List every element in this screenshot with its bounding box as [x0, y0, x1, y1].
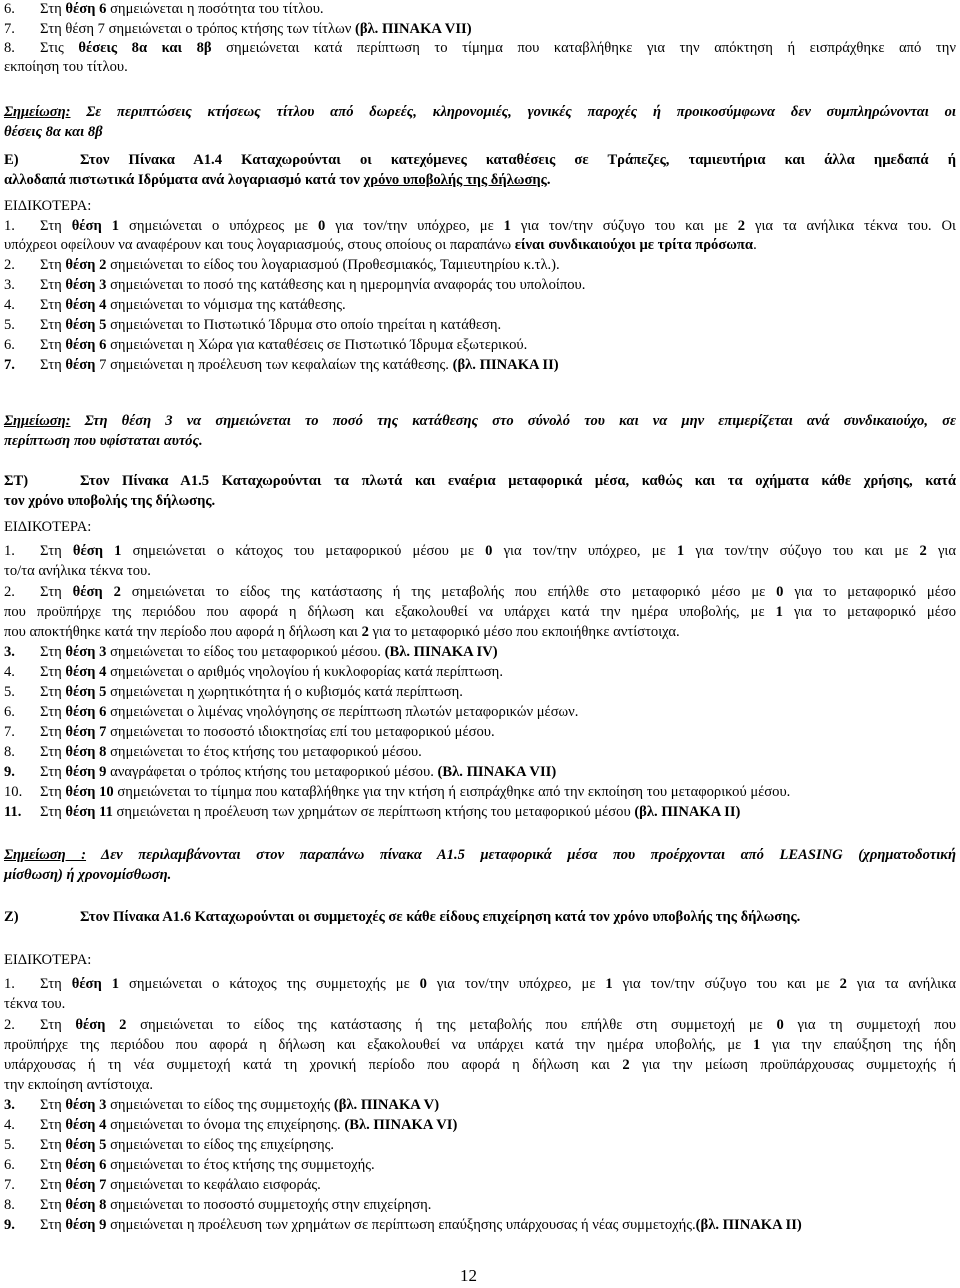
section-e-item-5: 5. Στη θέση 5 σημειώνεται το Πιστωτικό Ίδρυμα στο οποίο τηρείται η κατάθεση.: [4, 317, 502, 333]
section-st-specifics: ΕΙΔΙΚΟΤΕΡΑ:: [4, 519, 92, 535]
note-1: Σημείωση: Σε περιπτώσεις κτήσεως τίτλου από δωρεές, κληρονομιές, γονικές παροχές ή προικοσύμφωνα δεν συμπληρώνονται οι: [4, 104, 956, 120]
section-letter: Ζ): [4, 909, 19, 925]
section-z-item-9: 9. Στη θέση 9 σημειώνεται η προέλευση των χρημάτων σε περίπτωση επαύξησης υπάρχουσας ή νέας συμμετοχής.(βλ. ΠΙΝΑΚΑ ΙΙ): [4, 1217, 802, 1233]
top-item-7: 7. Στη θέση 7 σημειώνεται ο τρόπος κτήσης των τίτλων (βλ. ΠΙΝΑΚΑ VII): [4, 21, 472, 37]
section-st-item-1-cont: το/τα ανήλικα τέκνα του.: [4, 563, 151, 579]
note-1-cont: θέσεις 8α και 8β: [4, 124, 103, 140]
section-z-item-2-cont2: υπάρχουσας ή τη νέα συμμετοχή κατά τη χρονική περίοδο που αφορά η δήλωση και 2 για την μείωση προϋπάρχουσας συμμετοχής ή: [4, 1057, 956, 1073]
item-number: 8.: [4, 40, 15, 56]
note-label: Σημείωση :: [4, 847, 87, 863]
section-e-item-4: 4. Στη θέση 4 σημειώνεται το νόμισμα της κατάθεσης.: [4, 297, 346, 313]
section-z-item-8: 8. Στη θέση 8 σημειώνεται το ποσοστό συμμετοχής στην επιχείρηση.: [4, 1197, 432, 1213]
section-e-item-1-cont: υπόχρεοι οφείλουν να αναφέρουν και τους λογαριασμούς, στους οποίους οι παραπάνω είναι συνδικαιούχοι με τρίτα πρόσωπα.: [4, 237, 757, 253]
section-e-item-6: 6. Στη θέση 6 σημειώνεται η Χώρα για καταθέσεις σε Πιστωτικό Ίδρυμα εξωτερικού.: [4, 337, 528, 353]
section-z-item-2-cont: προϋπήρχε της περιόδου που αφορά η δήλωση και εξακολουθεί να υπάρχει κατά την ημέρα υποβολής, με 1 για την επαύξηση της ήδη: [4, 1037, 956, 1053]
page-number: 12: [460, 1266, 477, 1285]
section-z-item-2-cont3: την εκποίηση αντίστοιχα.: [4, 1077, 154, 1093]
note-label: Σημείωση:: [4, 413, 71, 429]
section-st-item-2-cont: που προϋπήρχε της περιόδου που αφορά η δήλωση και εξακολουθεί να υπάρχει κατά την ημέρα υποβολής, με 1 για το μεταφορικό μέσο: [4, 604, 956, 620]
section-st-heading-cont: τον χρόνο υποβολής της δήλωσης.: [4, 493, 216, 509]
item-number: 6.: [4, 1, 15, 17]
note-3-cont: μίσθωση) ή χρονομίσθωση.: [4, 867, 172, 883]
note-label: Σημείωση:: [4, 104, 71, 120]
section-st-item-9: 9. Στη θέση 9 αναγράφεται ο τρόπος κτήσης του μεταφορικού μέσου. (Βλ. ΠΙΝΑΚΑ VII): [4, 764, 557, 780]
section-z-item-7: 7. Στη θέση 7 σημειώνεται το κεφάλαιο εισφοράς.: [4, 1177, 321, 1193]
top-item-6: 6. Στη θέση 6 σημειώνεται η ποσότητα του τίτλου.: [4, 1, 324, 17]
section-z-specifics: ΕΙΔΙΚΟΤΕΡΑ:: [4, 952, 92, 968]
section-st-item-5: 5. Στη θέση 5 σημειώνεται η χωρητικότητα ή ο κυβισμός κατά περίπτωση.: [4, 684, 463, 700]
section-st-item-1: 1. Στη θέση 1 σημειώνεται ο κάτοχος του μεταφορικού μέσου με 0 για τον/την υπόχρεο, με 1 για τον/την σύζυγο του και με 2 για: [4, 543, 957, 559]
section-z-item-1: 1. Στη θέση 1 σημειώνεται ο κάτοχος της συμμετοχής με 0 για τον/την υπόχρεο, με 1 για τον/την σύζυγο του και με 2 για τα ανήλικα: [4, 976, 956, 992]
section-st-item-4: 4. Στη θέση 4 σημειώνεται ο αριθμός νηολογίου ή κυκλοφορίας κατά περίπτωση.: [4, 664, 503, 680]
section-z-item-6: 6. Στη θέση 6 σημειώνεται το έτος κτήσης της συμμετοχής.: [4, 1157, 375, 1173]
section-st-item-6: 6. Στη θέση 6 σημειώνεται ο λιμένας νηολόγησης σε περίπτωση πλωτών μεταφορικών μέσων.: [4, 704, 579, 720]
section-e-item-1: 1. Στη θέση 1 σημειώνεται ο υπόχρεος με 0 για τον/την υπόχρεο, με 1 για τον/την σύζυγο του και με 2 για τα ανήλικα τέκνα του. Οι: [4, 218, 956, 234]
section-e-heading: Ε) Στον Πίνακα Α1.4 Καταχωρούνται οι κατεχόμενες καταθέσεις σε Τράπεζες, ταμιευτήρια και άλλα ημεδαπά ή: [4, 152, 956, 168]
section-st-item-11: 11. Στη θέση 11 σημειώνεται η προέλευση των χρημάτων σε περίπτωση κτήσης του μεταφορικού μέσου (βλ. ΠΙΝΑΚΑ ΙΙ): [4, 804, 741, 820]
section-e-item-2: 2. Στη θέση 2 σημειώνεται το είδος του λογαριασμού (Προθεσμιακός, Ταμιευτηρίου κ.τλ.).: [4, 257, 560, 273]
section-letter: ΣΤ): [4, 473, 29, 489]
section-e-specifics: ΕΙΔΙΚΟΤΕΡΑ:: [4, 198, 92, 214]
section-z-item-1-cont: τέκνα του.: [4, 996, 66, 1012]
item-number: 7.: [4, 21, 15, 37]
section-z-item-3: 3. Στη θέση 3 σημειώνεται το είδος της συμμετοχής (βλ. ΠΙΝΑΚΑ V): [4, 1097, 440, 1113]
section-st-item-2: 2. Στη θέση 2 σημειώνεται το είδος της κατάστασης ή της μεταβολής που επήλθε στο μεταφορικό μέσο με 0 για το μεταφορικό μέσο: [4, 584, 956, 600]
section-e-item-7: 7. Στη θέση 7 σημειώνεται η προέλευση των κεφαλαίων της κατάθεσης. (βλ. ΠΙΝΑΚΑ ΙΙ): [4, 357, 559, 373]
section-st-item-8: 8. Στη θέση 8 σημειώνεται το έτος κτήσης του μεταφορικού μέσου.: [4, 744, 422, 760]
top-item-8-cont: εκποίηση του τίτλου.: [4, 59, 128, 75]
section-z-item-4: 4. Στη θέση 4 σημειώνεται το όνομα της επιχείρησης. (Βλ. ΠΙΝΑΚΑ VI): [4, 1117, 458, 1133]
section-z-item-5: 5. Στη θέση 5 σημειώνεται το είδος της επιχείρησης.: [4, 1137, 335, 1153]
section-letter: Ε): [4, 152, 19, 168]
top-item-8: 8. Στις θέσεις 8α και 8β σημειώνεται κατά περίπτωση το τίμημα που καταβλήθηκε για την απόκτηση ή εισπράχθηκε από την: [4, 40, 956, 56]
section-st-item-2-cont2: που αποκτήθηκε κατά την περίοδο που αφορά η δήλωση και 2 για το μεταφορικό μέσο που εκποιήθηκε αντίστοιχα.: [4, 624, 680, 640]
section-st-item-10: 10. Στη θέση 10 σημειώνεται το τίμημα που καταβλήθηκε για την κτήση ή εισπράχθηκε από την εκποίηση του μεταφορικού μέσου.: [4, 784, 791, 800]
section-e-heading-cont: αλλοδαπά πιστωτικά Ιδρύματα ανά λογαριασμό κατά τον χρόνο υποβολής της δήλωσης.: [4, 172, 551, 188]
note-3: Σημείωση : Δεν περιλαμβάνονται στον παραπάνω πίνακα Α1.5 μεταφορικά μέσα που προέρχονται από LEASING (χρηματοδοτική: [4, 847, 957, 863]
section-st-item-7: 7. Στη θέση 7 σημειώνεται το ποσοστό ιδιοκτησίας επί του μεταφορικού μέσου.: [4, 724, 495, 740]
section-e-item-3: 3. Στη θέση 3 σημειώνεται το ποσό της κατάθεσης και η ημερομηνία αναφοράς του υπολοίπου.: [4, 277, 586, 293]
section-st-heading: ΣΤ) Στον Πίνακα Α1.5 Καταχωρούνται τα πλωτά και εναέρια μεταφορικά μέσα, καθώς και τα οχήματα κάθε χρήσης, κατά: [4, 473, 956, 489]
note-2-cont: περίπτωση που υφίσταται αυτός.: [4, 433, 203, 449]
section-z-item-2: 2. Στη θέση 2 σημειώνεται το είδος της κατάστασης ή της μεταβολής που επήλθε στη συμμετοχή με 0 για τη συμμετοχή που: [4, 1017, 956, 1033]
section-z-heading: Ζ) Στον Πίνακα Α1.6 Καταχωρούνται οι συμμετοχές σε κάθε είδους επιχείρηση κατά τον χρόνο υποβολής της δήλωσης.: [4, 909, 801, 925]
note-2: Σημείωση: Στη θέση 3 να σημειώνεται το ποσό της κατάθεσης στο σύνολό του και να μην επιμερίζεται ανά συνδικαιούχο, σε: [4, 413, 956, 429]
section-st-item-3: 3. Στη θέση 3 σημειώνεται το είδος του μεταφορικού μέσου. (Βλ. ΠΙΝΑΚΑ IV): [4, 644, 498, 660]
